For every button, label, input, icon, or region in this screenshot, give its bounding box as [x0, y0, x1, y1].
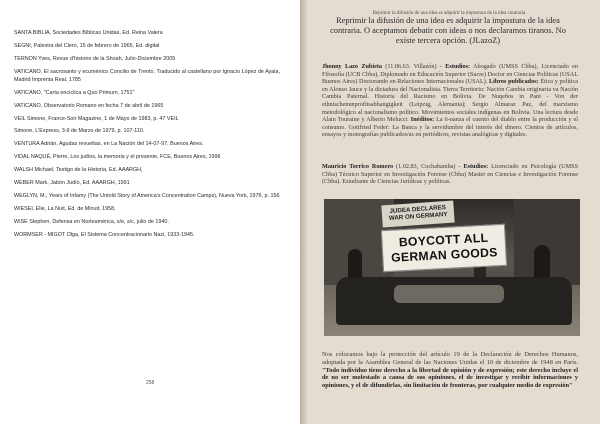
author-name: Mauricio Torrico Romero [322, 163, 394, 170]
photo-caption [322, 351, 578, 390]
photo-sign-small: JUDEA DECLARES WAR ON GERMANY [381, 201, 454, 228]
reference-entry: VATICANO, Observatorio Romano en fecha 7 de abril de 1965 [14, 102, 164, 109]
epigraph: Reprimir la difusión de una idea es adquirir la impostura de la idea contraria. O aceptamos debatir con ideas o nos declaramos tiranos. No existe tercera opción. (JLazoZ) [330, 16, 566, 45]
author-studies: Abogado (UMSS Cbba), Licenciado en Filosofía (UCB Cbba), Diplomado en Educación Superior (Sucre) Doctor en Ciencias Políticas (USAL Buenos Aires) Doctorando en Relaciones Internacionales (USAL). [322, 63, 578, 86]
author-books: Ética y política en Alonso Jauce y la dictadura del Nacionalista. Tierra Territorio: Nación Cambia originaria va Nación Cambia Paternal. Historia del Racismo en Bolivia. De Nuqeños in Pani - Von der ethnischenunprofitsabhangigkeit (Leipzig, Alemania); Sergio Almaraz Paz, del marxismo metodológico al nacionalismo político. Movimientos sociales indígenas en Bolivia. Una lectura desde Alain Touraine y Alberto Melucci. [322, 78, 578, 124]
photo-car-window [394, 285, 504, 303]
caption-quote: "Todo individuo tiene derecho a la libertad de opinión y de expresión; este derecho incluye el de no ser molestado a causa de sus opiniones, el de investigar y recibir informaciones y opiniones, y el de difundirlas, sin limitación de fronteras, por cualquier medio de expresión" [322, 366, 578, 390]
author-intro: (1.02.83, Cochabamba) - [393, 163, 464, 170]
caption-text: Nos colocamos bajo la protección del artículo 19 de la Declaración de Derechos Humanos, adoptada por la Asamblea General de las Naciones Unidas el 10 de diciembre de 1948 en París. [322, 351, 578, 366]
unpublished-label: Inéditos: [410, 116, 435, 124]
reference-entry: VATICANO, El sacrosanto y ecuménico Concilio de Trento. Traducido al castellano por Ignacio López de Ayala, Madrid Imprenta Real, 1785 [14, 68, 280, 83]
reference-entry: WEBER Mark, Jabón Judío, Ed. AAARGH, 1991 [14, 180, 130, 187]
reference-entry: TERNON Yves, Revue d'histoire de la Shoah, Julio-Diciembre 2005 [14, 55, 176, 62]
photo-sign-main [381, 224, 507, 272]
right-page-content [310, 0, 588, 424]
reference-entry: WISE Stephen, Defensa en Norteamérica, s/e, s/c, julio de 1940. [14, 219, 169, 226]
sign-line: BOYCOTT ALL [398, 230, 489, 250]
running-header: Reprimir la difusión de una idea es adquirir la impostura de la idea contraria [372, 11, 526, 16]
reference-entry: VIDAL NAQUÉ, Pierre, Los judíos, la memoria y el presente, FCE, Buenos Aires, 1996 [14, 154, 221, 161]
reference-entry: WIESEL Elie, La Nuit, Ed. de Minuit, 1958, [14, 206, 116, 213]
reference-entry: VENTURA Adrián, Agudas revueltas, en La Nación del 14-07-97, Buenos Aires. [14, 141, 204, 148]
reference-entry: SANTA BIBLIA, Sociedades Bíblicas Unidas, Ed. Reina Valera [14, 30, 163, 36]
author-intro: (11.06.63. Villazón) - [381, 63, 446, 70]
reference-entry: WORMSER - MIGOT Olga, El Sistema Concentracionario Nazi, 1933-1945. [14, 232, 195, 239]
right-page [300, 0, 600, 424]
historical-photo [324, 199, 580, 336]
reference-entry: Simone, L'Express, 3-9 de Marzo de 1979, p. 107-110. [14, 128, 145, 135]
books-label: Libros publicados: [489, 78, 539, 86]
sign-line: GERMAN GOODS [390, 245, 498, 265]
author-studies: Licenciado en Psicología (UMSS Cbba) Técnico Superior en Investigación Forense (Cbba) Master en Ciencias e Investigación Forense (Cbba). Estudiante de Ciencias Jurídicas y políticas. [322, 163, 579, 186]
author-bio [322, 163, 578, 186]
author-bio [322, 63, 578, 139]
reference-entry: WALSH Michael, Testigo de la Historia, Ed. AAARGH, [14, 167, 143, 174]
studies-label: Estudios: [445, 63, 471, 70]
author-unpublished: La 6-nanza el cuento del diablo entre la producción y el consumo. Gottfried Feder: La Banca y la servidumbre del interés del dinero. Cientos de artículos, ensayos y monografías publicados/as en periódicos, revistas analógicas y digitales. [322, 116, 578, 139]
studies-label: Estudios: [463, 163, 489, 170]
page-number: 258 [146, 380, 155, 386]
reference-entry: SEGNI, Palestra del Clero, 15 de febrero de 1965, Ed. digital [14, 42, 160, 49]
bibliography-list [14, 30, 280, 245]
reference-entry: VATICANO, "Carta encíclica a Quo Primum, 1751" [14, 89, 135, 96]
reference-entry: WEGLYN, M., Years of Infamy (The Untold Story of America's Concentration Camps), Nueva York, 1976, p. 156 [14, 193, 280, 200]
book-spine [300, 0, 308, 424]
author-name: Jhonny Lazo Zubieta [322, 63, 382, 70]
reference-entry: VEIL Simone, France-Soir Magazine, 1 de Mayo de 1983, p. 47 VEIL [14, 115, 179, 122]
